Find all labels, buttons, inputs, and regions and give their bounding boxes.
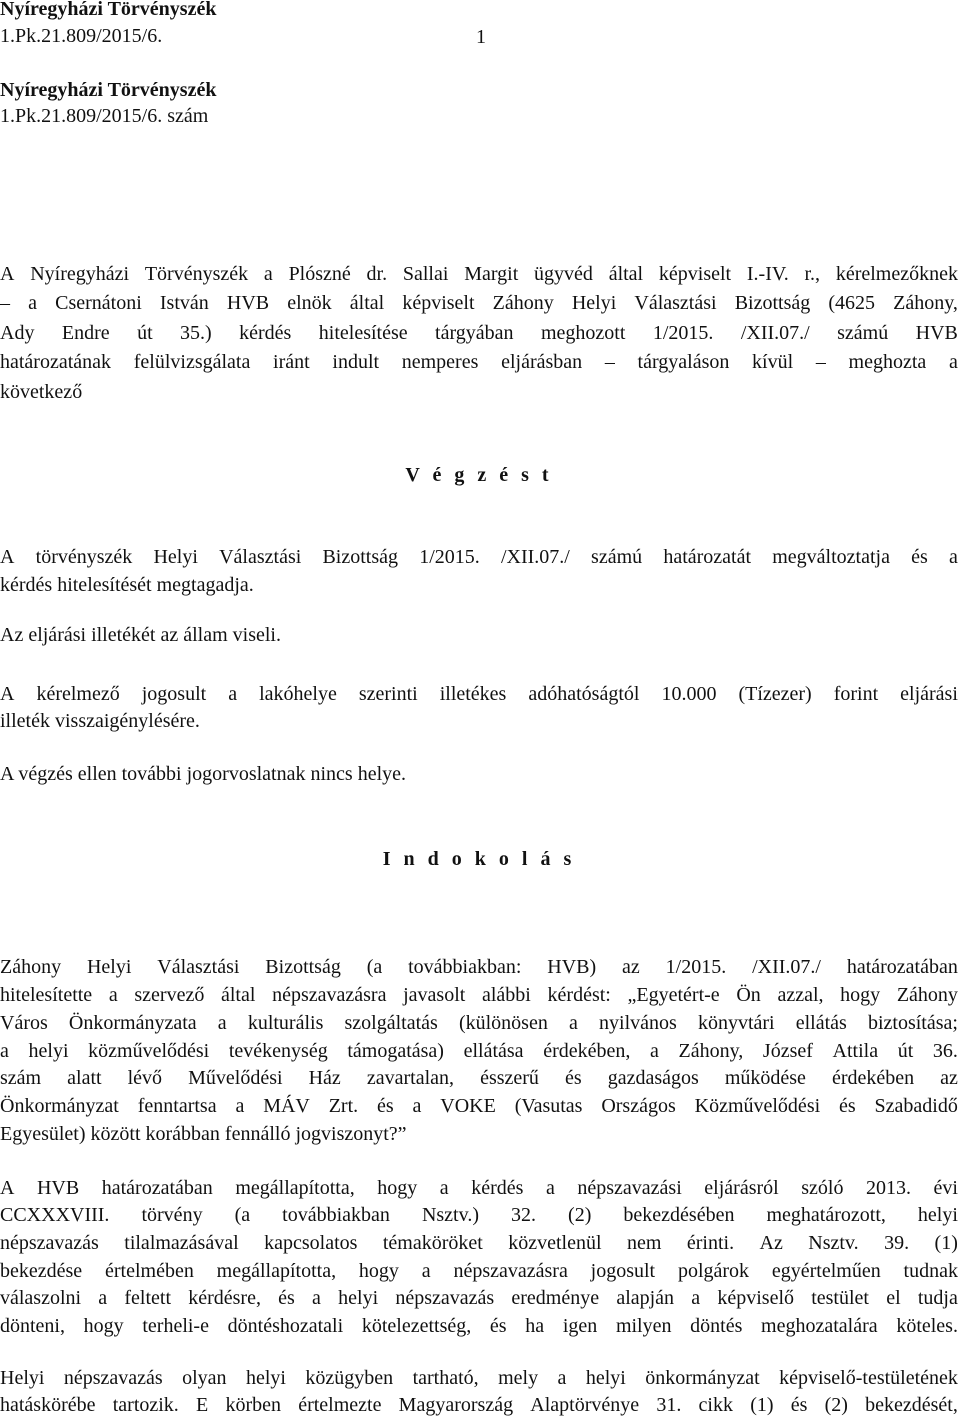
header-case-number: 1.Pk.21.809/2015/6. xyxy=(0,25,163,47)
intro-line: A Nyíregyházi Törvényszék a Plószné dr. Sallai Margit ügyvéd által képviselt I.-IV. r., kérelmezőknek xyxy=(0,263,958,285)
intro-line: határozatának felülvizsgálata iránt indult nemperes eljárásban – tárgyaláson kívül – meghozta a xyxy=(0,351,958,373)
reasoning-line: bekezdése értelmében megállapította, hogy a népszavazásra jogosult polgárok egyértelműen tudnak xyxy=(0,1260,958,1282)
reasoning-line: válaszolni a feltett kérdésre, és a helyi népszavazás eredménye alapján a képviselő testület el tudja xyxy=(0,1287,958,1309)
reasoning-line: CCXXXVIII. törvény (a továbbiakban Nsztv.) 32. (2) bekezdésében meghatározott, helyi xyxy=(0,1204,958,1226)
reasoning-line: szám alatt lévő Művelődési Ház zavartalan, ésszerű és gazdaságos működése érdekében az xyxy=(0,1067,958,1089)
reasoning-line: Önkormányzat fenntartsa a MÁV Zrt. és a VOKE (Vasutas Országos Közművelődési és Szabadidő xyxy=(0,1095,958,1117)
title-case-number: 1.Pk.21.809/2015/6. szám xyxy=(0,105,209,127)
order-line: A kérelmező jogosult a lakóhelye szerinti illetékes adóhatóságtól 10.000 (Tízezer) forint eljárási xyxy=(0,683,958,705)
reasoning-line: dönteni, hogy terheli-e döntéshozatali kötelezettség, és ha igen milyen döntés meghozatalára köteles. xyxy=(0,1315,958,1337)
page-number: 1 xyxy=(476,26,486,48)
order-line: A végzés ellen további jogorvoslatnak nincs helye. xyxy=(0,763,407,785)
intro-line: következő xyxy=(0,381,83,403)
order-line: A törvényszék Helyi Választási Bizottság 1/2015. /XII.07./ számú határozatát megváltoztatja és a xyxy=(0,546,958,568)
title-court: Nyíregyházi Törvényszék xyxy=(0,79,217,101)
reasoning-line: A HVB határozatában megállapította, hogy a kérdés a népszavazási eljárásról szóló 2013. évi xyxy=(0,1177,958,1199)
reasoning-line: hitelesítette a szervező által népszavazásra javasolt alábbi kérdést: „Egyetért-e Ön azzal, hogy Záhony xyxy=(0,984,958,1006)
order-line: illeték visszaigénylésére. xyxy=(0,710,200,732)
reasoning-line: Záhony Helyi Választási Bizottság (a továbbiakban: HVB) az 1/2015. /XII.07./ határozatában xyxy=(0,956,958,978)
reasoning-heading: I n d o k o l á s xyxy=(382,848,576,870)
reasoning-line: Város Önkormányzata a kulturális szolgáltatás (különösen a nyilvános könyvtári ellátás biztosítása; xyxy=(0,1012,958,1034)
order-line: kérdés hitelesítését megtagadja. xyxy=(0,574,254,596)
intro-line: Ady Endre út 35.) kérdés hitelesítése tárgyában meghozott 1/2015. /XII.07./ számú HVB xyxy=(0,322,958,344)
intro-line: – a Csernátoni István HVB elnök által képviselt Záhony Helyi Választási Bizottság (4625 Záhony, xyxy=(0,292,958,314)
order-line: Az eljárási illetékét az állam viseli. xyxy=(0,624,281,646)
reasoning-line: Egyesület) között korábban fennálló jogviszonyt?” xyxy=(0,1123,407,1145)
order-heading: V é g z é s t xyxy=(405,464,553,486)
header-court: Nyíregyházi Törvényszék xyxy=(0,0,217,20)
reasoning-line: népszavazás tilalmazásával kapcsolatos témaköröket közvetlenül nem érinti. Az Nsztv. 39. (1) xyxy=(0,1232,958,1254)
reasoning-line: a helyi közművelődési tevékenység támogatása) ellátása érdekében, a Záhony, József Attila út 36. xyxy=(0,1040,958,1062)
reasoning-line: hatáskörébe tartozik. E körben értelmezte Magyarország Alaptörvénye 31. cikk (1) és (2) bekezdését, xyxy=(0,1394,958,1416)
reasoning-line: Helyi népszavazás olyan helyi közügyben tartható, mely a helyi önkormányzat képviselő-testületének xyxy=(0,1367,958,1389)
